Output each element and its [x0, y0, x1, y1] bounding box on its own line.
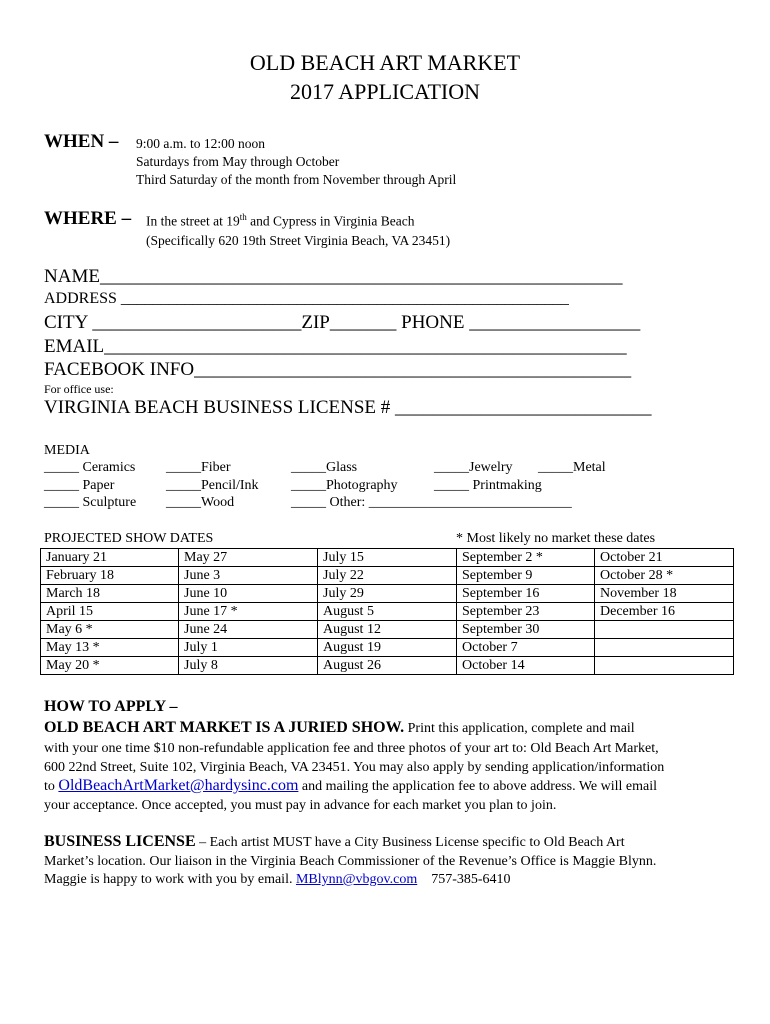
media-heading: MEDIA — [44, 443, 90, 458]
when-time: 9:00 a.m. to 12:00 noon — [136, 136, 265, 151]
license-line-1: BUSINESS LICENSE – Each artist MUST have a City Business License specific to Old Beach Art — [44, 833, 625, 850]
media-other[interactable]: _____ Other: _____________________________ — [291, 495, 572, 510]
date-cell: May 27 — [179, 549, 318, 567]
business-license-heading: BUSINESS LICENSE — [44, 833, 196, 850]
dates-note: * Most likely no market these dates — [456, 531, 656, 546]
apply-email-link[interactable]: OldBeachArtMarket@hardysinc.com — [58, 777, 299, 794]
show-dates-table — [40, 548, 734, 675]
apply-line-3: 600 22nd Street, Suite 102, Virginia Beach, VA 23451. You may also apply by sending application/information — [44, 760, 665, 775]
date-cell: October 14 — [457, 657, 595, 675]
media-glass[interactable]: _____Glass — [291, 460, 358, 475]
date-cell: September 16 — [457, 585, 595, 603]
dates-heading: PROJECTED SHOW DATES — [44, 531, 214, 546]
when-label: WHEN – — [44, 131, 119, 152]
media-pencil-ink[interactable]: _____Pencil/Ink — [166, 478, 259, 493]
media-paper[interactable]: _____ Paper — [44, 478, 115, 493]
when-saturdays: Saturdays from May through October — [136, 154, 340, 169]
date-cell: July 8 — [179, 657, 318, 675]
date-cell: May 13 * — [41, 639, 179, 657]
date-cell: June 24 — [179, 621, 318, 639]
business-license-field[interactable]: VIRGINIA BEACH BUSINESS LICENSE # ___________________________ — [44, 397, 652, 418]
media-fiber[interactable]: _____Fiber — [166, 460, 231, 475]
date-cell: August 12 — [318, 621, 457, 639]
date-cell — [595, 657, 734, 675]
date-cell — [595, 639, 734, 657]
where-address: (Specifically 620 19th Street Virginia Beach, VA 23451) — [146, 233, 451, 248]
date-cell: September 2 * — [457, 549, 595, 567]
table-row — [41, 585, 734, 603]
media-printmaking[interactable]: _____ Printmaking — [434, 478, 542, 493]
date-cell: September 9 — [457, 567, 595, 585]
apply-line-4: to OldBeachArtMarket@hardysinc.com and mailing the application fee to above address. We will email — [44, 777, 658, 794]
media-photography[interactable]: _____Photography — [291, 478, 398, 493]
facebook-field[interactable]: FACEBOOK INFO______________________________________________ — [44, 359, 632, 380]
date-cell: September 30 — [457, 621, 595, 639]
date-cell: July 1 — [179, 639, 318, 657]
date-cell: October 28 * — [595, 567, 734, 585]
date-cell: January 21 — [41, 549, 179, 567]
name-field[interactable]: NAME_______________________________________________________ — [44, 266, 623, 287]
date-cell: August 19 — [318, 639, 457, 657]
media-wood[interactable]: _____Wood — [166, 495, 235, 510]
date-cell: July 29 — [318, 585, 457, 603]
date-cell: July 22 — [318, 567, 457, 585]
date-cell: May 20 * — [41, 657, 179, 675]
city-zip-phone-field[interactable]: CITY ______________________ZIP_______ PHONE __________________ — [44, 312, 641, 333]
date-cell: March 18 — [41, 585, 179, 603]
media-ceramics[interactable]: _____ Ceramics — [44, 460, 136, 475]
email-field[interactable]: EMAIL_______________________________________________________ — [44, 336, 627, 357]
table-row — [41, 603, 734, 621]
address-field[interactable]: ADDRESS ________________________________________________________ — [44, 290, 569, 307]
office-use-note: For office use: — [44, 382, 114, 396]
date-cell: May 6 * — [41, 621, 179, 639]
date-cell: October 21 — [595, 549, 734, 567]
table-row — [41, 549, 734, 567]
apply-line-5: your acceptance. Once accepted, you must pay in advance for each market you plan to join. — [44, 798, 557, 813]
date-cell: April 15 — [41, 603, 179, 621]
date-cell: February 18 — [41, 567, 179, 585]
license-line-2: Market’s location. Our liaison in the Virginia Beach Commissioner of the Revenue’s Office is Maggie Blynn. — [44, 854, 657, 869]
juried-show-notice: OLD BEACH ART MARKET IS A JURIED SHOW. — [44, 719, 405, 736]
media-jewelry[interactable]: _____Jewelry — [434, 460, 513, 475]
date-cell: June 10 — [179, 585, 318, 603]
media-metal[interactable]: _____Metal — [538, 460, 606, 475]
apply-line-1: OLD BEACH ART MARKET IS A JURIED SHOW. Print this application, complete and mail — [44, 719, 635, 736]
license-phone: 757-385-6410 — [431, 872, 511, 887]
page-subtitle: 2017 APPLICATION — [289, 79, 481, 104]
table-row — [41, 657, 734, 675]
table-row — [41, 567, 734, 585]
where-street: In the street at 19th and Cypress in Virginia Beach — [146, 212, 415, 229]
page-title: OLD BEACH ART MARKET — [249, 50, 521, 75]
date-cell: June 17 * — [179, 603, 318, 621]
where-label: WHERE – — [44, 208, 132, 229]
how-to-apply-heading: HOW TO APPLY – — [44, 698, 178, 715]
date-cell: June 3 — [179, 567, 318, 585]
date-cell: December 16 — [595, 603, 734, 621]
date-cell: September 23 — [457, 603, 595, 621]
media-sculpture[interactable]: _____ Sculpture — [44, 495, 137, 510]
license-line-3: Maggie is happy to work with you by email. MBlynn@vbgov.com 757-385-6410 — [44, 872, 511, 887]
apply-line-2: with your one time $10 non-refundable application fee and three photos of your art to: Old Beach Art Market, — [44, 741, 659, 756]
date-cell: August 26 — [318, 657, 457, 675]
table-row — [41, 639, 734, 657]
date-cell: August 5 — [318, 603, 457, 621]
date-cell: July 15 — [318, 549, 457, 567]
date-cell — [595, 621, 734, 639]
date-cell: November 18 — [595, 585, 734, 603]
table-row — [41, 621, 734, 639]
date-cell: October 7 — [457, 639, 595, 657]
license-email-link[interactable]: MBlynn@vbgov.com — [295, 872, 418, 887]
when-third-saturday: Third Saturday of the month from November through April — [136, 172, 457, 187]
